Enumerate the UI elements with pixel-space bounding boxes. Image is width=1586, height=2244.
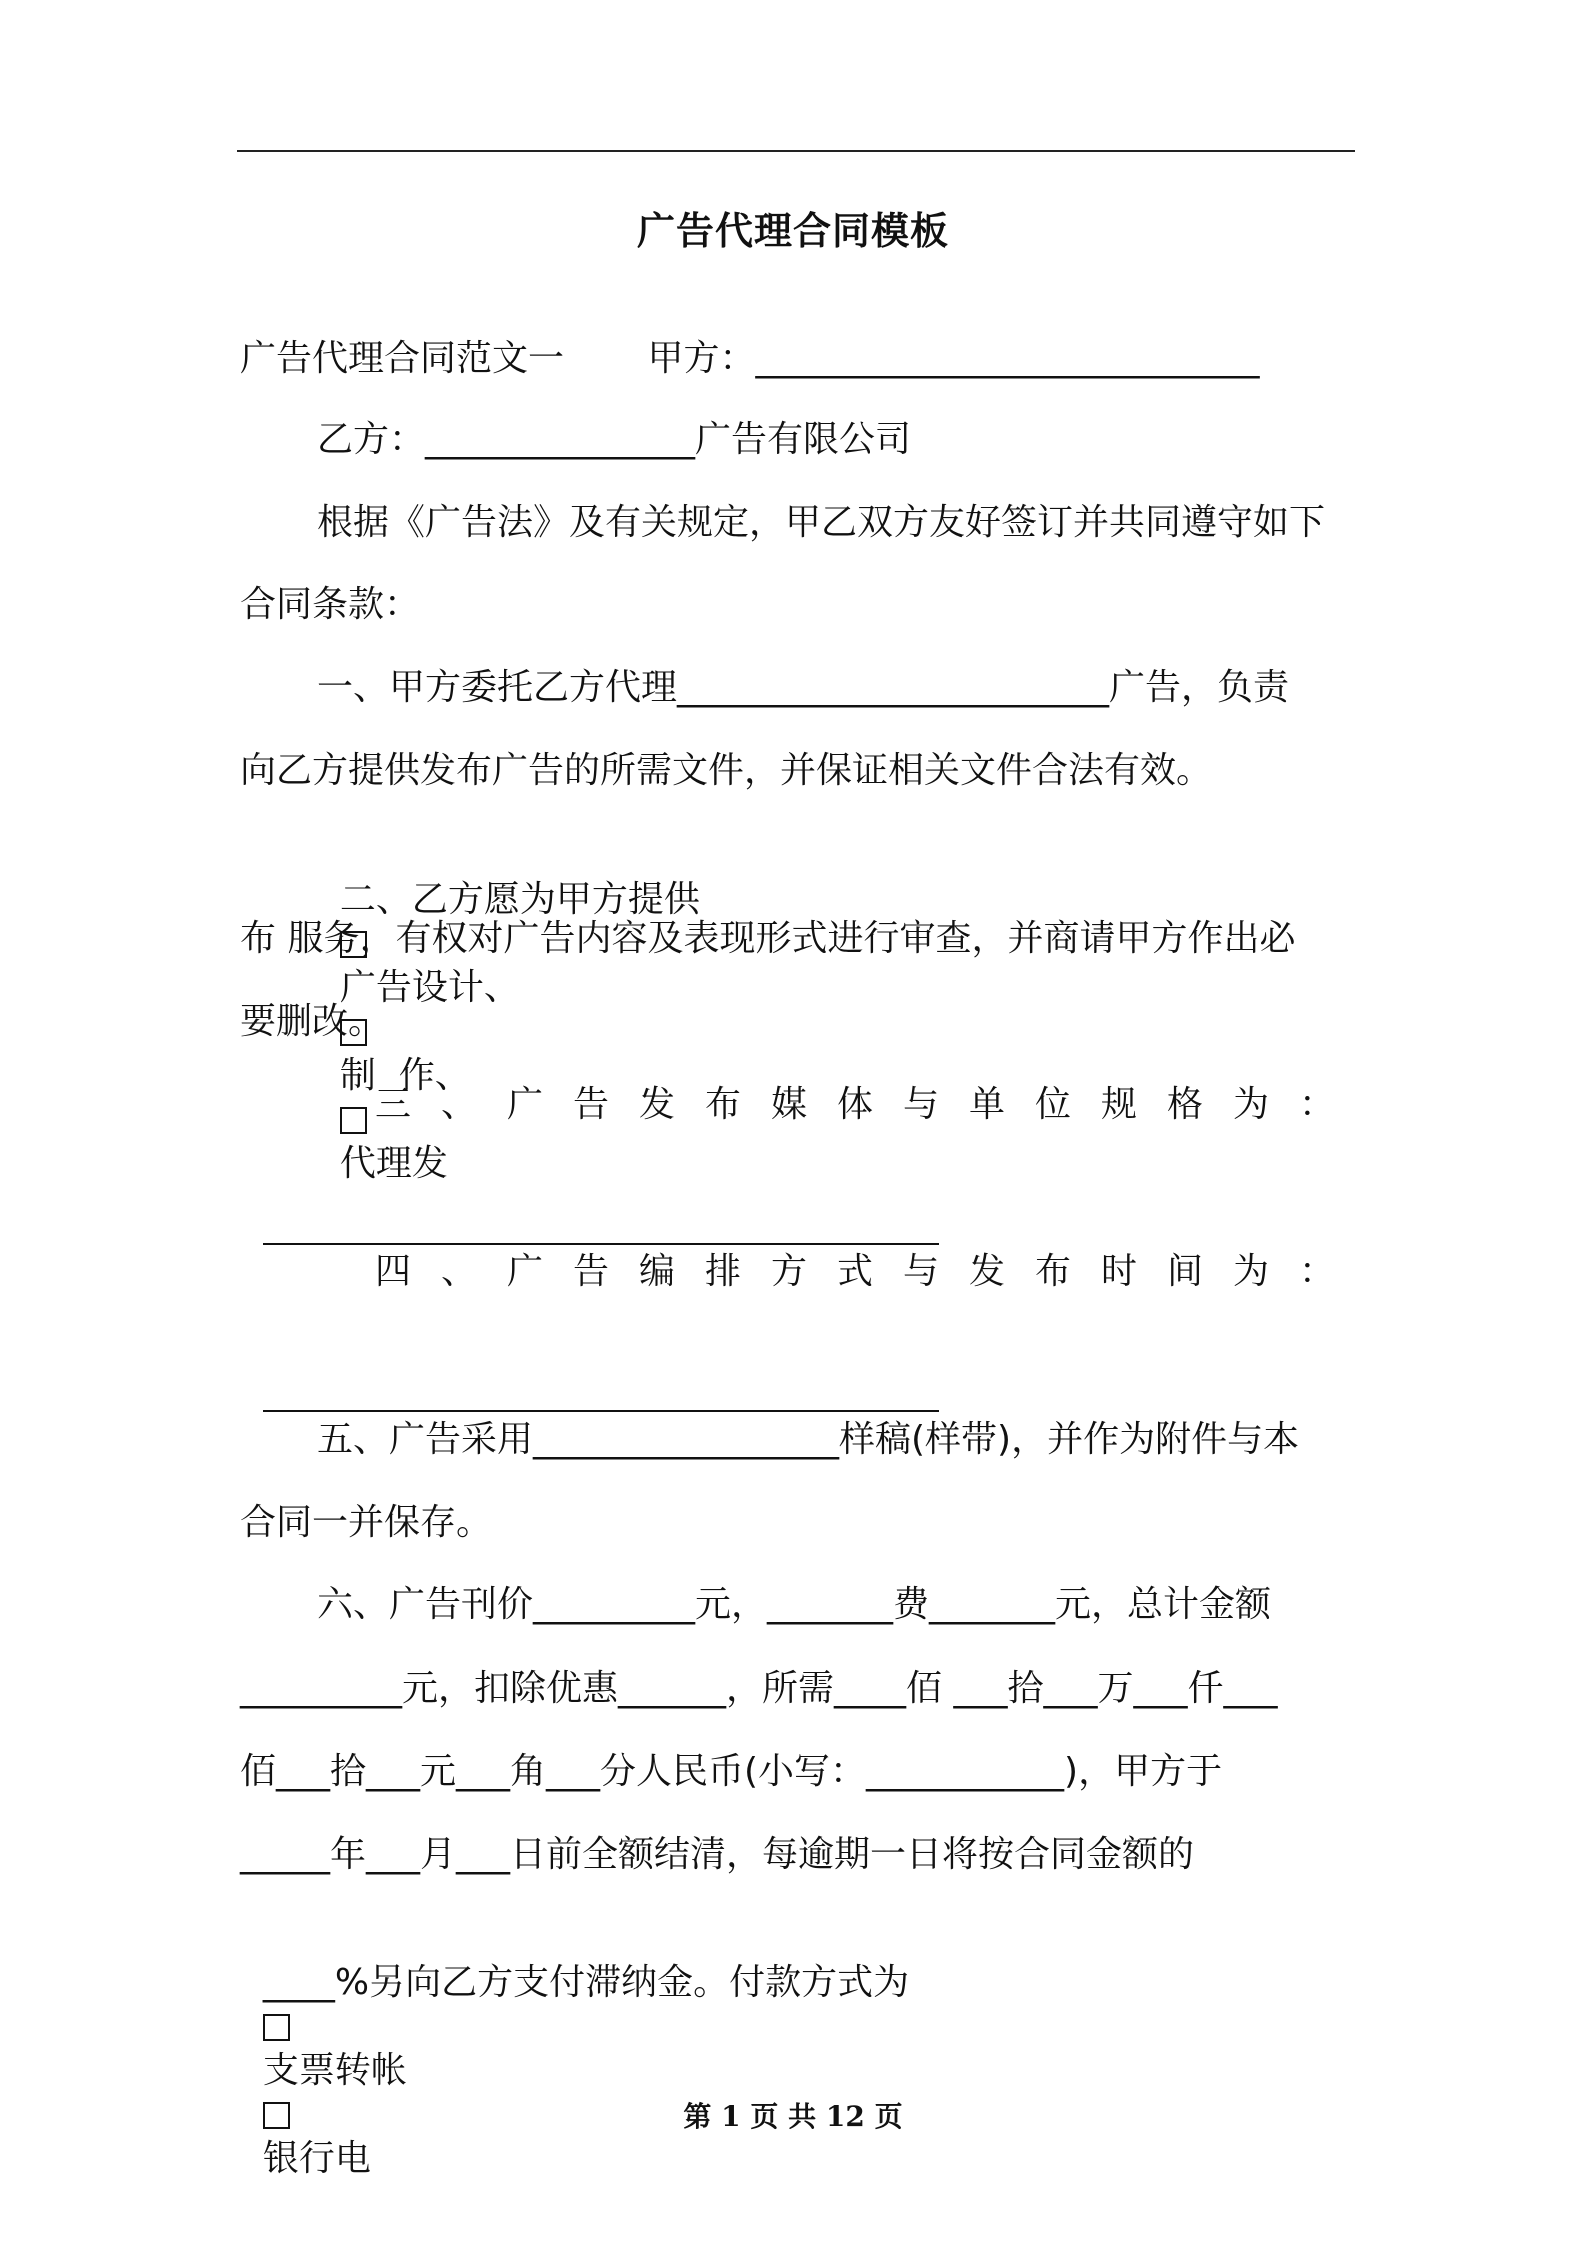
para-intro-2: 合同条款： (240, 584, 421, 625)
checkbox-agency-publish[interactable] (340, 1107, 367, 1134)
header-rule (237, 150, 1355, 152)
clause-6-line-2: _________元，扣除优惠______，所需____佰 ___拾___万___仟___ (240, 1668, 1278, 1709)
page-number: 第 1 页 共 12 页 (683, 2100, 903, 2133)
clause-2-line-2: 布 服务，有权对广告内容及表现形式进行审查，并商请甲方作出必 (240, 918, 1296, 959)
clause-4-blank (240, 1335, 1356, 1423)
clause-2-line-3: 要删改。 (240, 1001, 385, 1042)
para-intro-1: 根据《广告法》及有关规定，甲乙双方友好签订并共同遵守如下 (317, 502, 1326, 543)
clause-6-text-a: ____%另向乙方支付滞纳金。付款方式为 (262, 1962, 910, 2003)
clause-6-line-1: 六、广告刊价_________元，_______费_______元，总计金额 (317, 1584, 1272, 1625)
para-parties-b: 乙方：_______________广告有限公司 (317, 419, 912, 460)
clause-5-line-1: 五、广告采用_________________样稿(样带)，并作为附件与本 (317, 1419, 1300, 1460)
clause-4: 四、广告编排方式与发布时间为： (375, 1251, 1335, 1292)
clause-6-text-c: 银行电 (262, 2138, 371, 2179)
clause-2-text-a: 二、乙方愿为甲方提供 (339, 879, 700, 920)
clause-6-line-4: _____年___月___日前全额结清，每逾期一日将按合同金额的 (240, 1834, 1195, 1875)
clause-5-line-2: 合同一并保存。 (240, 1502, 493, 1543)
checkbox-cheque-transfer[interactable] (263, 2014, 290, 2041)
clause-2-text-c: 制 作、 (339, 1055, 471, 1096)
clause-6-text-b: 支票转帐 (262, 2050, 407, 2091)
clause-2-text-d: 代理发 (339, 1143, 448, 1184)
clause-3: 三、广告发布媒体与单位规格为： (375, 1084, 1335, 1125)
clause-3-blank (240, 1168, 1356, 1256)
clause-1-line-1: 一、甲方委托乙方代理________________________广告，负责 (317, 667, 1290, 708)
clause-3-blank-line[interactable] (263, 1213, 939, 1245)
clause-1-line-2: 向乙方提供发布广告的所需文件，并保证相关文件合法有效。 (240, 750, 1213, 791)
clause-2-text-b: 广告设计、 (339, 967, 520, 1008)
clause-4-blank-line[interactable] (263, 1380, 939, 1412)
clause-6-line-5 (240, 1917, 1356, 2181)
para-parties-a: 广告代理合同范文一 甲方：____________________________ (240, 338, 1260, 379)
document-title: 广告代理合同模板 (636, 209, 949, 253)
clause-6-line-3: 佰___拾___元___角___分人民币(小写：___________)，甲方于 (240, 1751, 1223, 1792)
